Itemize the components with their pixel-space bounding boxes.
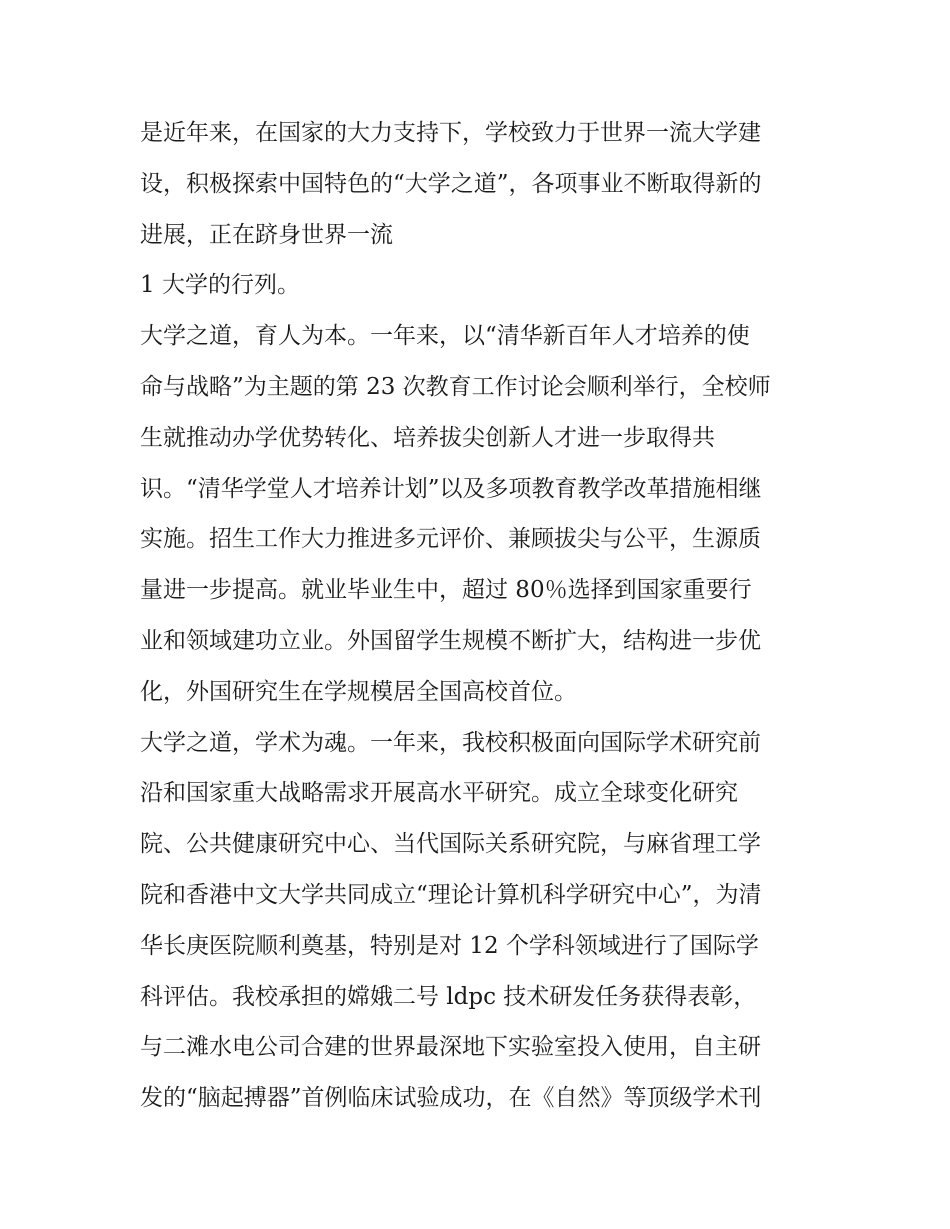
text-line: 化，外国研究生在学规模居全国高校首位。 [140, 678, 577, 705]
text-line: 识。“清华学堂人才培养计划”以及多项教育教学改革措施相继 [140, 475, 762, 502]
text-line: 沿和国家重大战略需求开展高水平研究。成立全球变化研究 [140, 780, 738, 807]
text-line: 大学之道，学术为魂。一年来，我校积极面向国际学术研究前 [140, 729, 761, 756]
text-line: 设，积极探索中国特色的“大学之道”，各项事业不断取得新的 [140, 170, 762, 197]
text-line: 生就推动办学优势转化、培养拔尖创新人才进一步取得共 [140, 424, 715, 451]
text-line: 大学之道，育人为本。一年来，以“清华新百年人才培养的使 [140, 323, 750, 350]
text-line: 院和香港中文大学共同成立“理论计算机科学研究中心”，为清 [140, 881, 762, 908]
text-line: 进展，正在跻身世界一流 [140, 221, 393, 248]
text-line: 业和领域建功立业。外国留学生规模不断扩大，结构进一步优 [140, 627, 761, 654]
text-line: 院、公共健康研究中心、当代国际关系研究院，与麻省理工学 [140, 831, 761, 858]
text-line: 实施。招生工作大力推进多元评价、兼顾拔尖与公平，生源质 [140, 526, 761, 553]
text-line: 科评估。我校承担的嫦娥二号 ldpc 技术研发任务获得表彰， [140, 983, 757, 1010]
text-line: 华长庚医院顺利奠基，特别是对 12 个学科领域进行了国际学 [140, 932, 759, 959]
text-line: 是近年来，在国家的大力支持下，学校致力于世界一流大学建 [140, 120, 761, 146]
body-text [140, 108, 820, 1124]
text-line: 与二滩水电公司合建的世界最深地下实验室投入使用，自主研 [140, 1034, 761, 1061]
text-line: 发的“脑起搏器”首例临床试验成功，在《自然》等顶级学术刊 [140, 1085, 762, 1112]
text-line: 1 大学的行列。 [140, 272, 300, 299]
text-line: 命与战略”为主题的第 23 次教育工作讨论会顺利举行，全校师 [140, 373, 771, 400]
text-line: 量进一步提高。就业毕业生中，超过 80％选择到国家重要行 [140, 577, 752, 604]
